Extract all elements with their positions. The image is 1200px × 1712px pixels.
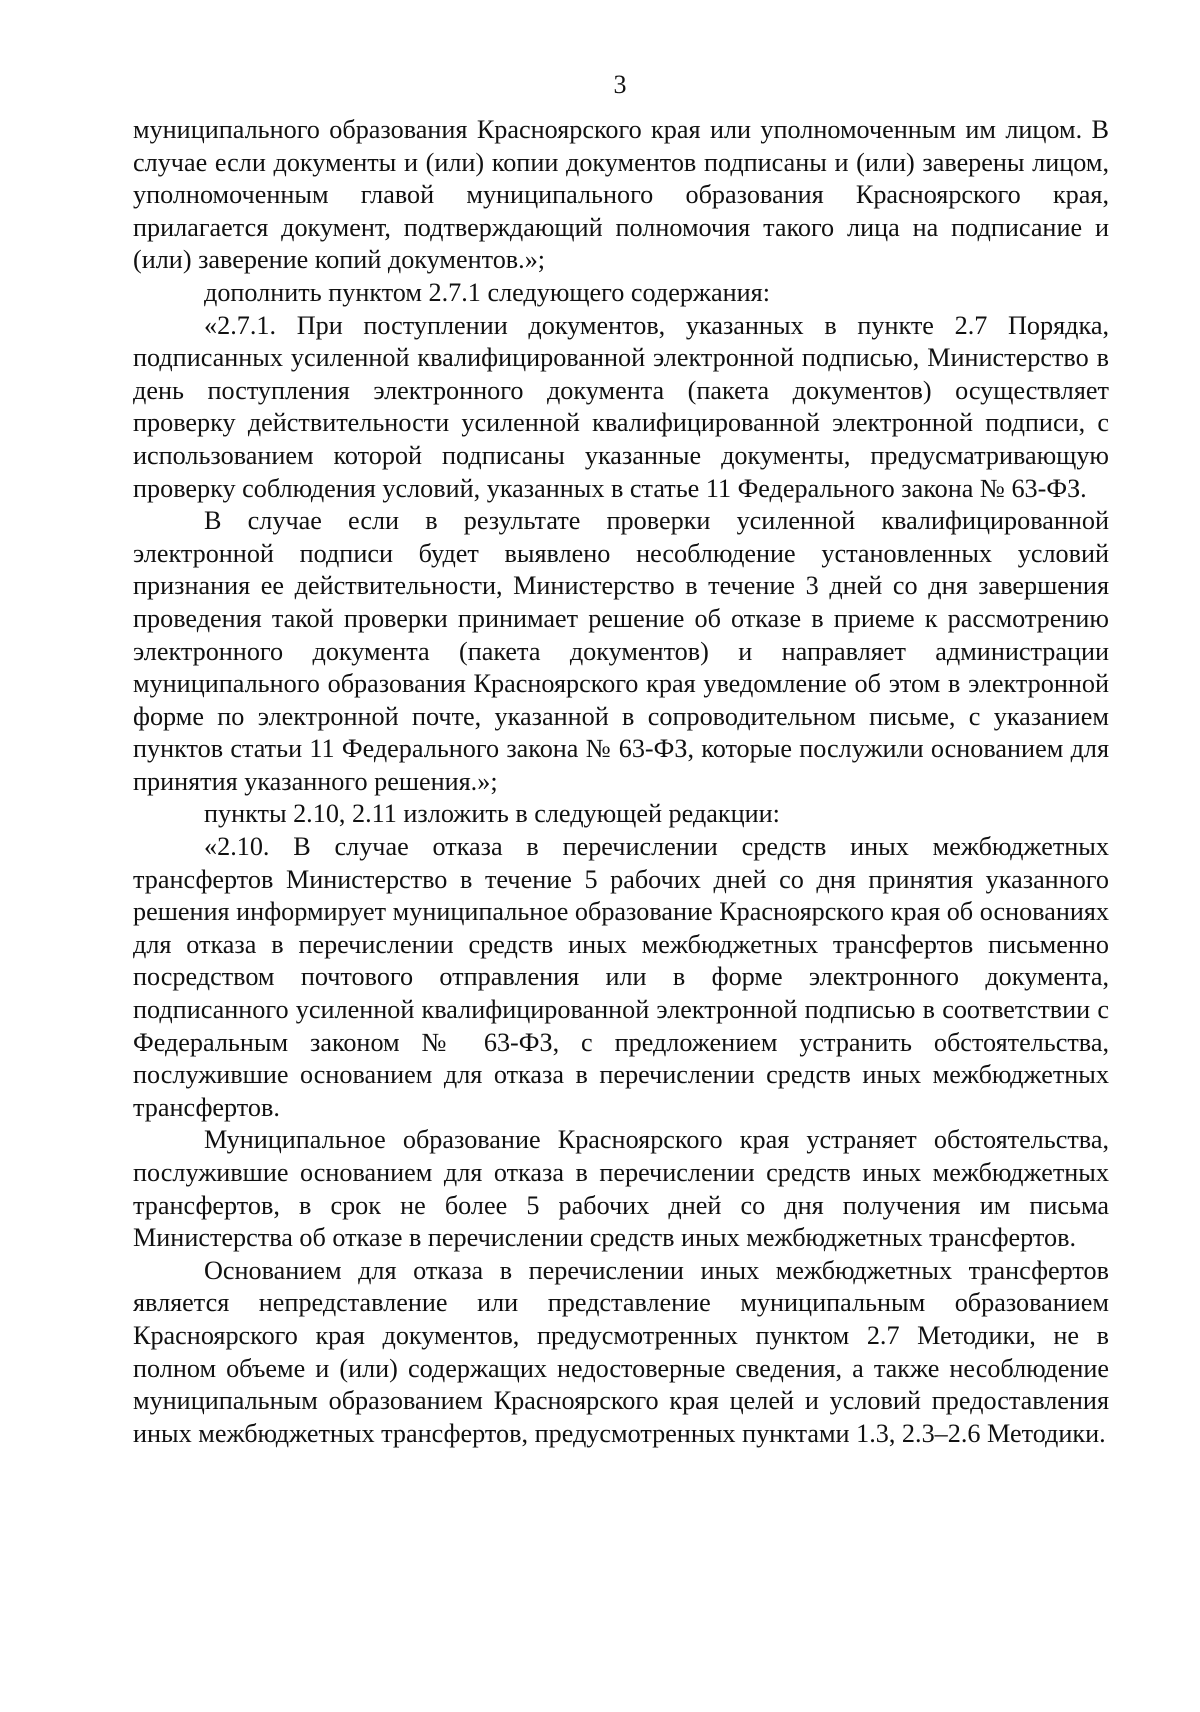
paragraph-6: «2.10. В случае отказа в перечислении средств иных межбюджетных трансфертов Министерство в течение 5 рабочих дней со дня принятия указанного решения информирует муниципальное образование Красноярского края об основаниях для отказа в перечислении средств иных межбюджетных трансфертов письменно посредством почтового отправления или в форме электронного документа, подписанного усиленной квалифицированной электронной подписью в соответствии с Федеральным законом № 63-ФЗ, с предложением устранить обстоятельства, послужившие основанием для отказа в перечислении средств иных межбюджетных трансфертов. [133, 832, 1109, 1122]
paragraph-8: Основанием для отказа в перечислении иных межбюджетных трансфертов является непредставление или представление муниципальным образованием Красноярского края документов, предусмотренных пунктом 2.7 Методики, не в полном объеме и (или) содержащих недостоверные сведения, а также несоблюдение муниципальным образованием Красноярского края целей и условий предоставления иных межбюджетных трансфертов, предусмотренных пунктами 1.3, 2.3–2.6 Методики. [133, 1255, 1109, 1448]
paragraph-2: дополнить пунктом 2.7.1 следующего содержания: [204, 277, 770, 307]
paragraph-3: «2.7.1. При поступлении документов, указанных в пункте 2.7 Порядка, подписанных усиленной квалифицированной электронной подписью, Министерство в день поступления электронного документа (пакета документов) осуществляет проверку действительности усиленной квалифицированной электронной подписи, с использованием которой подписаны указанные документы, предусматривающую проверку соблюдения условий, указанных в статье 11 Федерального закона № 63-ФЗ. [133, 310, 1109, 503]
paragraph-1: муниципального образования Красноярского края или уполномоченным им лицом. В случае если документы и (или) копии документов подписаны и (или) заверены лицом, уполномоченным главой муниципального образования Красноярского края, прилагается документ, подтверждающий полномочия такого лица на подписание и (или) заверение копий документов.»; [133, 115, 1109, 275]
page-number: 3 [613, 70, 627, 99]
paragraph-4: В случае если в результате проверки усиленной квалифицированной электронной подписи будет выявлено несоблюдение установленных условий признания ее действительности, Министерство в течение 3 дней со дня завершения проведения такой проверки принимает решение об отказе в приеме к рассмотрению электронного документа (пакета документов) и направляет администрации муниципального образования Красноярского края уведомление об этом в электронной форме по электронной почте, указанной в сопроводительном письме, с указанием пунктов статьи 11 Федерального закона № 63-ФЗ, которые послужили основанием для принятия указанного решения.»; [133, 506, 1109, 796]
paragraph-7: Муниципальное образование Красноярского края устраняет обстоятельства, послужившие основанием для отказа в перечислении средств иных межбюджетных трансфертов, в срок не более 5 рабочих дней со дня получения им письма Министерства об отказе в перечислении средств иных межбюджетных трансфертов. [133, 1125, 1109, 1253]
document-body [133, 114, 1109, 1450]
paragraph-5: пункты 2.10, 2.11 изложить в следующей редакции: [204, 799, 780, 829]
